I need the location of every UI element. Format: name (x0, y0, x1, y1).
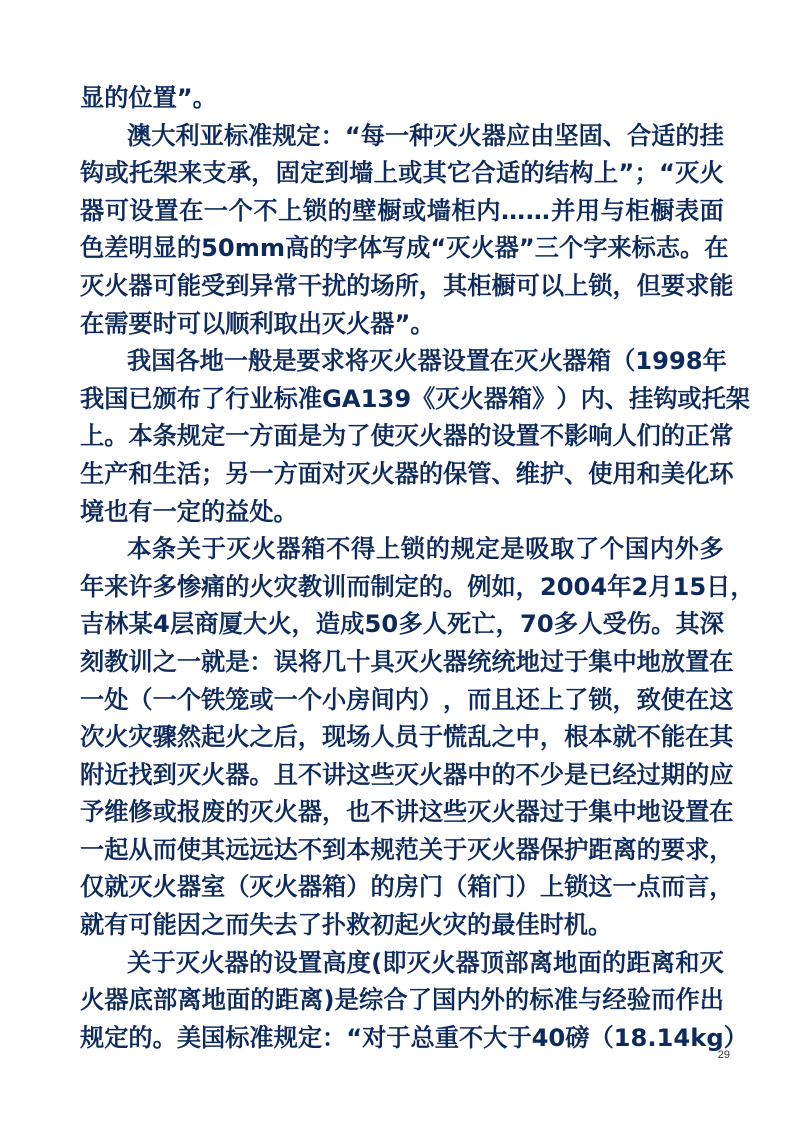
text-line: 关 于 灭 火 器 的 设 置 高 度 ( 即 灭 火 器 顶 部 离 地 面 的 距 离 和 灭 (127, 948, 724, 977)
text-line: 本 条 关 于 灭 火 器 箱 不 得 上 锁 的 规 定 是 吸 取 了 个 国 内 外 多 (127, 535, 724, 564)
page-number: 29 (717, 1049, 730, 1061)
text-line: 器 可 设 置 在 一 个 不 上 锁 的 壁 橱 或 墙 柜 内 … … 并 用 与 柜 橱 表 面 (80, 196, 724, 225)
text-line: 年 来 许 多 惨 痛 的 火 灾 教 训 而 制 定 的 。 例 如 ， 2 0 0 4 年 2 月 1 5 日 ， (80, 572, 755, 601)
text-line: 刻 教 训 之 一 就 是 ： 误 将 几 十 具 灭 火 器 统 统 地 过 于 集 中 地 放 置 在 (80, 647, 734, 676)
text-line: 予 维 修 或 报 废 的 灭 火 器 ， 也 不 讲 这 些 灭 火 器 过 于 集 中 地 设 置 在 (80, 798, 734, 827)
text-line: 仅 就 灭 火 器 室 （ 灭 火 器 箱 ） 的 房 门 （ 箱 门 ） 上 锁 这 一 点 而 言 ， (80, 873, 734, 902)
text-line: 色 差 明 显 的 5 0 m m 高 的 字 体 写 成 “ 灭 火 器 ” 三 个 字 来 标 志 。 在 (80, 234, 729, 263)
text-line: 显的位置”。 (80, 84, 217, 112)
text-line: 一 起 从 而 使 其 远 远 达 不 到 本 规 范 关 于 灭 火 器 保 护 距 离 的 要 求 ， (80, 835, 734, 864)
text-line: 上 。 本 条 规 定 一 方 面 是 为 了 使 灭 火 器 的 设 置 不 影 响 人 们 的 正 常 (80, 422, 734, 451)
text-line: 一 处 （ 一 个 铁 笼 或 一 个 小 房 间 内 ） ， 而 且 还 上 了 锁 ， 致 使 在 这 (80, 685, 734, 714)
text-line: 生 产 和 生 活 ； 另 一 方 面 对 灭 火 器 的 保 管 、 维 护 、 使 用 和 美 化 环 (80, 459, 734, 488)
text-line: 吉 林 某 4 层 商 厦 大 火 ， 造 成 5 0 多 人 死 亡 ， 7 0 多 人 受 伤 。 其 深 (80, 610, 724, 639)
text-line: 钩 或 托 架 来 支 承 ， 固 定 到 墙 上 或 其 它 合 适 的 结 构 上 ” ； “ 灭 火 (80, 159, 724, 188)
text-line: 在需要时可以顺利取出灭火器”。 (80, 309, 435, 338)
text-line: 规 定 的 。 美 国 标 准 规 定 ： “ 对 于 总 重 不 大 于 4 0 磅 （ 1 8 . 1 4 k g ） (80, 1023, 748, 1052)
text-line: 附 近 找 到 灭 火 器 。 且 不 讲 这 些 灭 火 器 中 的 不 少 是 已 经 过 期 的 应 (80, 760, 734, 789)
text-line: 我 国 各 地 一 般 是 要 求 将 灭 火 器 设 置 在 灭 火 器 箱 （ 1 9 9 8 年 (127, 347, 727, 376)
text-line: 次 火 灾 骤 然 起 火 之 后 ， 现 场 人 员 于 慌 乱 之 中 ， 根 本 就 不 能 在 其 (80, 723, 734, 752)
text-line: 灭 火 器 可 能 受 到 异 常 干 扰 的 场 所 ， 其 柜 橱 可 以 上 锁 ， 但 要 求 能 (80, 271, 734, 300)
text-line: 就有可能因之而失去了扑救初起火灾的最佳时机。 (80, 911, 613, 940)
text-line: 我 国 已 颁 布 了 行 业 标 准 G A 1 3 9 《 灭 火 器 箱 》 ） 内 、 挂 钩 或 托 架 (80, 384, 750, 413)
text-line: 澳 大 利 亚 标 准 规 定 ： “ 每 一 种 灭 火 器 应 由 坚 固 、 合 适 的 挂 (127, 121, 724, 150)
text-line: 境也有一定的益处。 (80, 497, 298, 526)
text-line: 火 器 底 部 离 地 面 的 距 离 ) 是 综 合 了 国 内 外 的 标 准 与 经 验 而 作 出 (80, 986, 724, 1015)
